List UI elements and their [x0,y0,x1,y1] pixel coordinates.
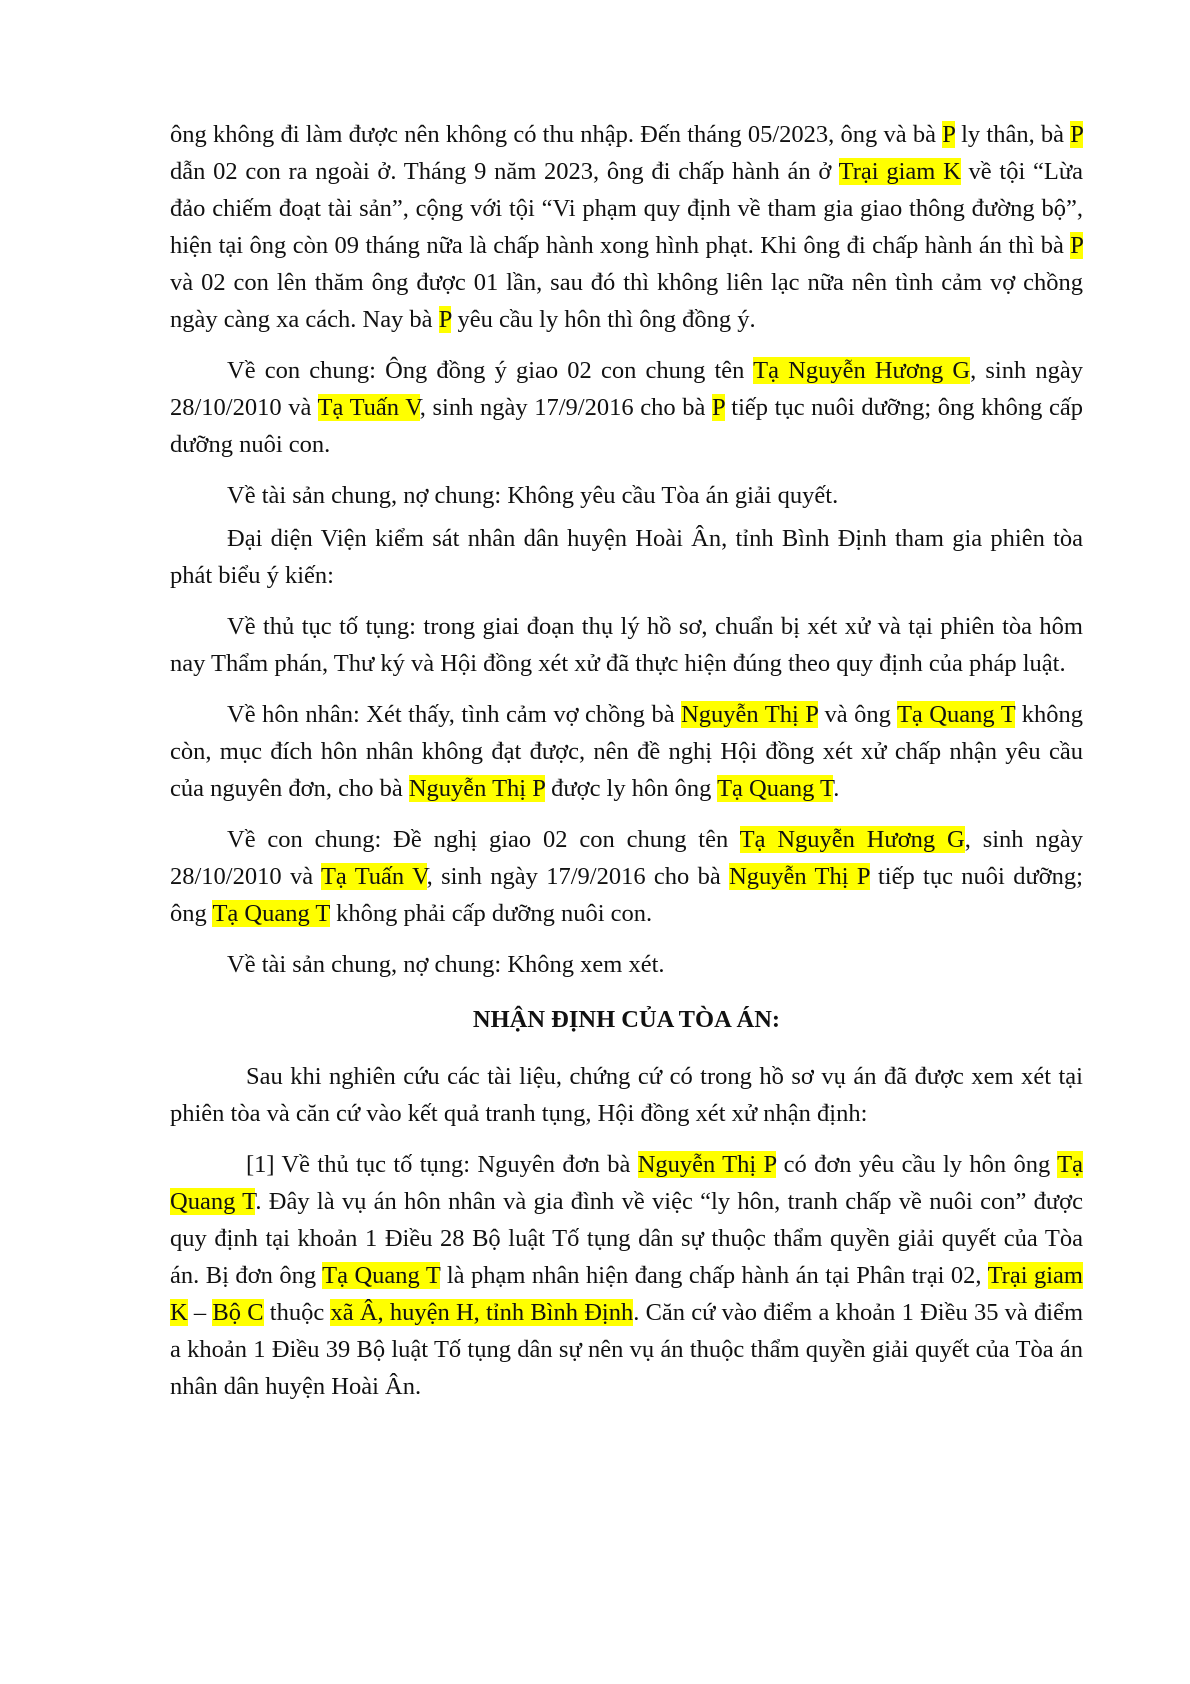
highlighted-name: Tạ Quang T [212,900,330,927]
para-defendant-property [170,477,1083,514]
highlighted-name: Nguyễn Thị P [637,1151,777,1178]
text-segment: có đơn yêu cầu ly hôn ông [776,1151,1058,1178]
text-segment: Đại diện Viện kiểm sát nhân dân huyện Hoài Ân, tỉnh Bình Định tham gia phiên tòa phát biểu ý kiến: [170,525,1083,589]
para-procuracy-property [170,946,1083,983]
highlighted-name: Tạ Nguyễn Hương G [739,826,965,853]
text-segment: yêu cầu ly hôn thì ông đồng ý. [451,306,756,333]
text-segment: Về tài sản chung, nợ chung: Không xem xét. [227,951,665,978]
para-court-intro [170,1058,1083,1132]
highlighted-name: Tạ Nguyễn Hương G [753,357,971,384]
highlighted-name: Tạ Quang T [896,701,1016,728]
text-segment: Về hôn nhân: Xét thấy, tình cảm vợ chồng bà [227,701,682,728]
highlighted-name: Nguyễn Thị P [681,701,818,728]
highlighted-name: Nguyễn Thị P [729,863,870,890]
text-segment: Về tài sản chung, nợ chung: Không yêu cầu Tòa án giải quyết. [227,482,839,509]
text-segment: Về con chung: Ông đồng ý giao 02 con chung tên [227,357,754,384]
text-segment: , sinh ngày 28/10/2010 và [170,357,1084,421]
para-procuracy-intro [170,520,1083,594]
text-segment: tiếp tục nuôi dưỡng; ông [170,863,1083,927]
text-segment: , sinh ngày 17/9/2016 cho bà [426,863,730,890]
para-defendant-statement [170,116,1083,338]
para-procuracy-marriage [170,696,1083,807]
text-segment: , sinh ngày 28/10/2010 và [170,826,1084,890]
highlighted-name: Bộ C [212,1299,264,1326]
highlighted-name: Trại giam K [170,1262,1083,1326]
highlighted-name: Tạ Quang T [717,775,834,802]
para-procuracy-procedure [170,608,1083,682]
text-segment: . Căn cứ vào điểm a khoản 1 Điều 35 và điểm a khoản 1 Điều 39 Bộ luật Tố tụng dân sự nên vụ án thuộc thẩm quyền giải quyết của Tòa án nhân dân huyện Hoài Ân. [170,1299,1084,1400]
text-segment: tiếp tục nuôi dưỡng; ông không cấp dưỡng nuôi con. [170,394,1084,458]
highlighted-name: Tạ Tuấn V [320,863,427,890]
highlighted-name: P [1070,121,1083,148]
text-segment: NHẬN ĐỊNH CỦA TÒA ÁN: [472,1006,781,1033]
text-segment: và ông [817,701,897,728]
para-procuracy-children [170,821,1083,932]
highlighted-name: Tạ Quang T [170,1151,1083,1215]
section-heading [170,1001,1083,1038]
text-segment: . Đây là vụ án hôn nhân và gia đình về việc “ly hôn, tranh chấp về nuôi con” được quy định tại khoản 1 Điều 28 Bộ luật Tố tụng dân sự thuộc thẩm quyền giải quyết của Tòa án. Bị đơn ông [170,1188,1083,1289]
text-segment: được ly hôn ông [544,775,718,802]
text-segment: [1] Về thủ tục tố tụng: Nguyên đơn bà [246,1151,638,1178]
highlighted-name: Trại giam K [838,158,961,185]
highlighted-name: P [711,394,725,421]
text-segment: . [833,775,840,802]
highlighted-name: P [1070,232,1083,259]
text-segment: ly thân, bà [954,121,1071,148]
highlighted-name: xã Â, huyện H, tỉnh Bình Định [330,1299,634,1326]
text-segment: – [187,1299,213,1326]
text-segment: Về con chung: Đề nghị giao 02 con chung tên [227,826,740,853]
highlighted-name: P [942,121,955,148]
highlighted-name: Nguyễn Thị P [408,775,545,802]
highlighted-name: Tạ Quang T [322,1262,441,1289]
highlighted-name: P [438,306,452,333]
text-segment: không còn, mục đích hôn nhân không đạt được, nên đề nghị Hội đồng xét xử chấp nhận yêu cầu của nguyên đơn, cho bà [170,701,1083,802]
text-segment: không phải cấp dưỡng nuôi con. [329,900,653,927]
text-segment: về tội “Lừa đảo chiếm đoạt tài sản”, cộng với tội “Vi phạm quy định về tham gia giao thông đường bộ”, hiện tại ông còn 09 tháng nữa là chấp hành xong hình phạt. Khi ông đi chấp hành án thì bà [170,158,1083,259]
text-segment: dẫn 02 con ra ngoài ở. Tháng 9 năm 2023, ông đi chấp hành án ở [170,158,839,185]
text-segment: là phạm nhân hiện đang chấp hành án tại Phân trại 02, [440,1262,988,1289]
text-segment: thuộc [263,1299,331,1326]
document-page [170,116,1083,1419]
text-segment: và 02 con lên thăm ông được 01 lần, sau đó thì không liên lạc nữa nên tình cảm vợ chồng ngày càng xa cách. Nay bà [170,269,1083,333]
highlighted-name: Tạ Tuấn V [317,394,420,421]
text-segment: Sau khi nghiên cứu các tài liệu, chứng cứ có trong hồ sơ vụ án đã được xem xét tại phiên tòa và căn cứ vào kết quả tranh tụng, Hội đồng xét xử nhận định: [170,1063,1083,1127]
para-defendant-children [170,352,1083,463]
text-segment: , sinh ngày 17/9/2016 cho bà [419,394,712,421]
para-court-procedure [170,1146,1083,1405]
text-segment: ông không đi làm được nên không có thu nhập. Đến tháng 05/2023, ông và bà [170,121,943,148]
text-segment: Về thủ tục tố tụng: trong giai đoạn thụ lý hồ sơ, chuẩn bị xét xử và tại phiên tòa hôm nay Thẩm phán, Thư ký và Hội đồng xét xử đã thực hiện đúng theo quy định của pháp luật. [170,613,1083,677]
